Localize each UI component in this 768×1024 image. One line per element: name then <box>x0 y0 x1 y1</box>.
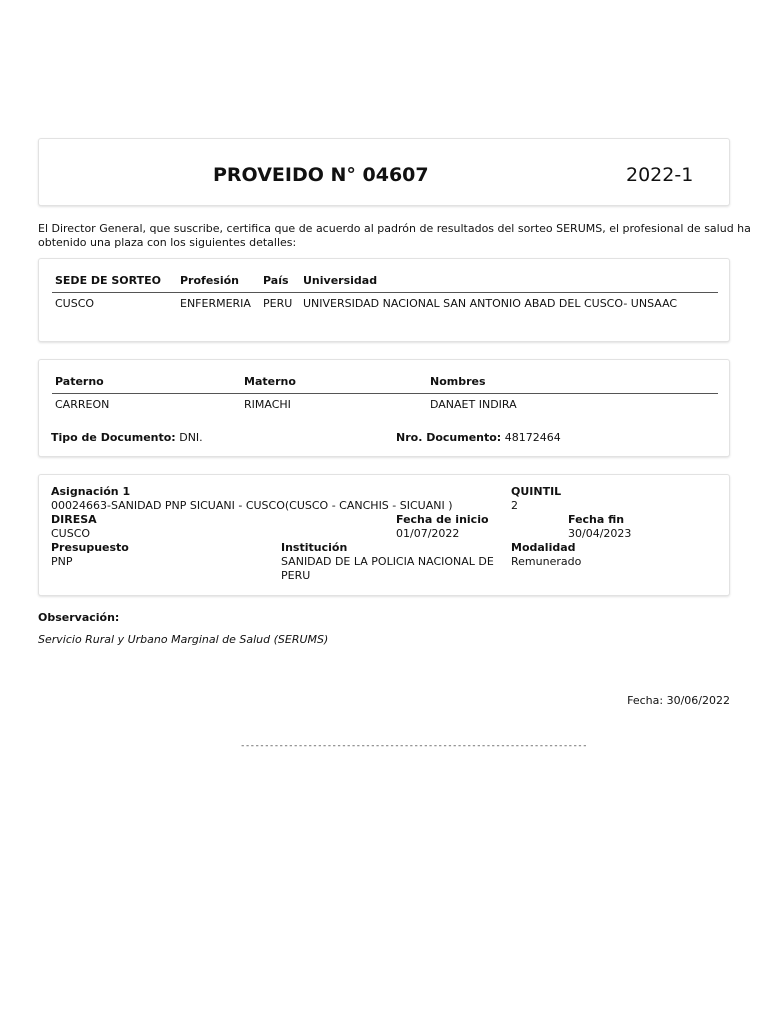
tipo-documento-value: DNI. <box>179 431 203 444</box>
person-table-rule <box>52 393 718 394</box>
sede-header-sede: SEDE DE SORTEO <box>55 274 162 287</box>
person-header-paterno: Paterno <box>55 375 104 388</box>
signature-line: ------------------------------------------------------------------------ <box>240 741 587 751</box>
fecha-inicio-label: Fecha de inicio <box>396 513 489 526</box>
quintil-value: 2 <box>511 499 518 512</box>
observacion-label: Observación: <box>38 611 120 624</box>
observacion-text: Servicio Rural y Urbano Marginal de Salud (SERUMS) <box>38 633 329 646</box>
diresa-value: CUSCO <box>51 527 91 540</box>
sede-header-pais: País <box>263 274 289 287</box>
tipo-documento <box>51 431 203 444</box>
sede-cell-sede: CUSCO <box>55 297 95 310</box>
person-cell-paterno: CARREON <box>55 398 110 411</box>
sede-cell-universidad: UNIVERSIDAD NACIONAL SAN ANTONIO ABAD DEL CUSCO- UNSAAC <box>303 297 678 310</box>
fecha-fin-label: Fecha fin <box>568 513 625 526</box>
nro-documento <box>396 431 561 444</box>
sede-table-rule <box>52 292 718 293</box>
person-cell-nombres: DANAET INDIRA <box>430 398 517 411</box>
diresa-label: DIRESA <box>51 513 97 526</box>
institucion-value-line-2: PERU <box>281 569 311 582</box>
document-title: PROVEIDO N° 04607 <box>213 164 429 186</box>
fecha-fin-value: 30/04/2023 <box>568 527 632 540</box>
presupuesto-value: PNP <box>51 555 73 568</box>
issue-date: Fecha: 30/06/2022 <box>627 694 730 707</box>
quintil-label: QUINTIL <box>511 485 562 498</box>
intro-line-1: El Director General, que suscribe, certifica que de acuerdo al padrón de resultados del sorteo SERUMS, el profesional de salud ha <box>38 222 751 235</box>
sede-header-universidad: Universidad <box>303 274 378 287</box>
nro-documento-label: Nro. Documento: <box>396 431 502 444</box>
nro-documento-value: 48172464 <box>504 431 561 444</box>
institucion-label: Institución <box>281 541 348 554</box>
person-header-nombres: Nombres <box>430 375 486 388</box>
person-cell-materno: RIMACHI <box>244 398 291 411</box>
tipo-documento-label: Tipo de Documento: <box>51 431 176 444</box>
institucion-value-line-1: SANIDAD DE LA POLICIA NACIONAL DE <box>281 555 494 568</box>
sede-header-profesion: Profesión <box>180 274 239 287</box>
modalidad-value: Remunerado <box>511 555 582 568</box>
asignacion-value: 00024663-SANIDAD PNP SICUANI - CUSCO(CUSCO - CANCHIS - SICUANI ) <box>51 499 453 512</box>
intro-line-2: obtenido una plaza con los siguientes detalles: <box>38 236 297 249</box>
fecha-inicio-value: 01/07/2022 <box>396 527 460 540</box>
sede-cell-pais: PERU <box>263 297 293 310</box>
asignacion-label: Asignación 1 <box>51 485 131 498</box>
modalidad-label: Modalidad <box>511 541 576 554</box>
sede-cell-profesion: ENFERMERIA <box>180 297 251 310</box>
period-label: 2022-1 <box>626 164 694 186</box>
person-header-materno: Materno <box>244 375 296 388</box>
presupuesto-label: Presupuesto <box>51 541 129 554</box>
